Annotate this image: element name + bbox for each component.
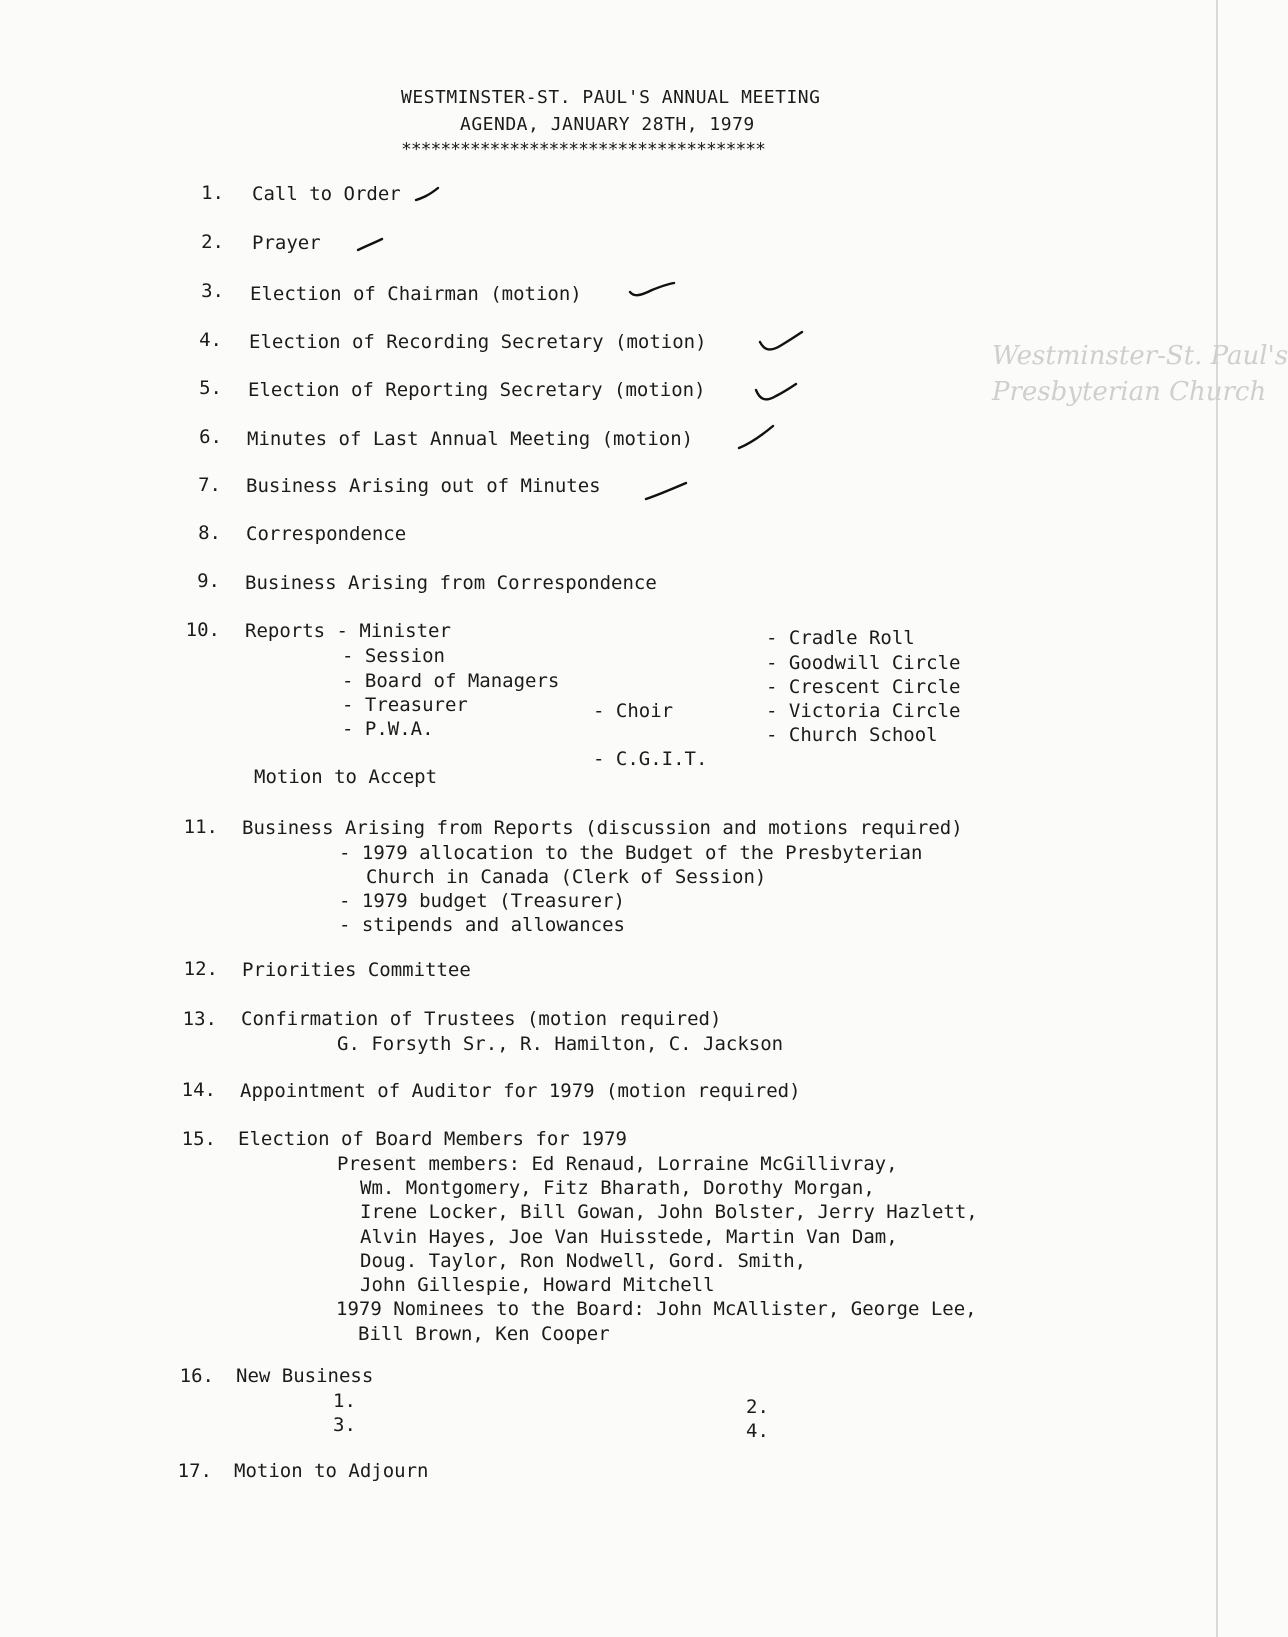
new-business-slot: 1. xyxy=(333,1390,356,1412)
item11-sub-line: - stipends and allowances xyxy=(339,914,625,936)
title-line-1: WESTMINSTER-ST. PAUL'S ANNUAL MEETING xyxy=(401,87,821,108)
item-text: Confirmation of Trustees (motion required) xyxy=(241,1008,722,1030)
item-number: 15. xyxy=(181,1128,216,1150)
bleedthrough-line-2: Presbyterian Church xyxy=(992,377,1267,408)
item-number: 12. xyxy=(183,958,218,980)
present-members-line: John Gillespie, Howard Mitchell xyxy=(360,1274,715,1296)
report-victoria-circle: - Victoria Circle xyxy=(766,700,961,722)
page-edge xyxy=(1216,0,1218,1637)
title-line-2: AGENDA, JANUARY 28TH, 1979 xyxy=(460,114,755,135)
report-session: - Session xyxy=(342,645,445,667)
check-mark-icon xyxy=(414,186,444,206)
item-number: 16. xyxy=(179,1365,214,1387)
item-text: Correspondence xyxy=(246,523,407,545)
bleedthrough-script xyxy=(992,338,1288,411)
check-mark-icon xyxy=(356,236,386,256)
item-text: Election of Reporting Secretary (motion) xyxy=(248,379,706,401)
item-text: Business Arising out of Minutes xyxy=(246,475,601,497)
item-number: 4. xyxy=(199,329,222,351)
bleedthrough-line-1: Westminster-St. Paul's xyxy=(992,341,1288,371)
item-text: Election of Chairman (motion) xyxy=(250,283,582,305)
item11-sub-line: Church in Canada (Clerk of Session) xyxy=(366,866,767,888)
item11-sub-line: - 1979 budget (Treasurer) xyxy=(339,890,625,912)
item-text: New Business xyxy=(236,1365,374,1387)
item-number: 2. xyxy=(201,231,224,253)
check-mark-icon xyxy=(758,330,806,360)
report-board-of-managers: - Board of Managers xyxy=(342,670,560,692)
item-text: Election of Board Members for 1979 xyxy=(238,1128,627,1150)
item-text: Motion to Adjourn xyxy=(234,1460,429,1482)
item-number: 13. xyxy=(182,1008,217,1030)
present-members-line: Doug. Taylor, Ron Nodwell, Gord. Smith, xyxy=(360,1250,807,1272)
item-number: 10. xyxy=(185,619,220,641)
item11-sub-line: - 1979 allocation to the Budget of the Presbyterian xyxy=(339,842,923,864)
item-text: Call to Order xyxy=(252,183,401,205)
item-number: 5. xyxy=(199,377,222,399)
report-cradle-roll: - Cradle Roll xyxy=(766,627,915,649)
item-text: Business Arising from Reports (discussion and motions required) xyxy=(242,817,963,839)
report-choir: - Choir xyxy=(593,700,674,722)
trustees-names: G. Forsyth Sr., R. Hamilton, C. Jackson xyxy=(337,1033,784,1055)
item-number: 7. xyxy=(198,474,221,496)
item-text: Priorities Committee xyxy=(242,959,471,981)
check-mark-icon xyxy=(754,382,800,408)
item-number: 14. xyxy=(181,1079,216,1101)
report-church-school: - Church School xyxy=(766,724,938,746)
present-members-line: Wm. Montgomery, Fitz Bharath, Dorothy Morgan, xyxy=(360,1177,875,1199)
item-number: 1. xyxy=(201,182,224,204)
report-crescent-circle: - Crescent Circle xyxy=(766,676,961,698)
item-text: Business Arising from Correspondence xyxy=(245,572,657,594)
item-text: Appointment of Auditor for 1979 (motion required) xyxy=(240,1080,801,1102)
new-business-slot: 3. xyxy=(333,1414,356,1436)
present-members-line: Alvin Hayes, Joe Van Huisstede, Martin Van Dam, xyxy=(360,1226,898,1248)
report-treasurer: - Treasurer xyxy=(342,694,468,716)
new-business-slot: 2. xyxy=(746,1396,769,1418)
item-text: Prayer xyxy=(252,232,321,254)
title-rule: ************************************* xyxy=(401,139,765,160)
check-mark-icon xyxy=(644,481,690,505)
present-members-line: Present members: Ed Renaud, Lorraine McGillivray, xyxy=(337,1153,898,1175)
present-members-line: Irene Locker, Bill Gowan, John Bolster, Jerry Hazlett, xyxy=(360,1201,978,1223)
item-number: 3. xyxy=(201,280,224,302)
check-mark-icon xyxy=(737,424,777,454)
item-number: 17. xyxy=(177,1460,212,1482)
motion-to-accept: Motion to Accept xyxy=(254,766,438,788)
check-mark-icon xyxy=(628,280,678,304)
report-goodwill-circle: - Goodwill Circle xyxy=(766,652,961,674)
item-text: Minutes of Last Annual Meeting (motion) xyxy=(247,428,694,450)
report-pwa: - P.W.A. xyxy=(342,718,434,740)
report-cgit: - C.G.I.T. xyxy=(593,748,708,770)
nominees-line: 1979 Nominees to the Board: John McAllister, George Lee, xyxy=(336,1298,977,1320)
item-number: 8. xyxy=(198,522,221,544)
item-text: Election of Recording Secretary (motion) xyxy=(249,331,707,353)
item-text: Reports - Minister xyxy=(245,620,451,642)
item-number: 9. xyxy=(197,570,220,592)
item-number: 11. xyxy=(183,816,218,838)
nominees-line: Bill Brown, Ken Cooper xyxy=(358,1323,610,1345)
new-business-slot: 4. xyxy=(746,1420,769,1442)
item-number: 6. xyxy=(199,426,222,448)
